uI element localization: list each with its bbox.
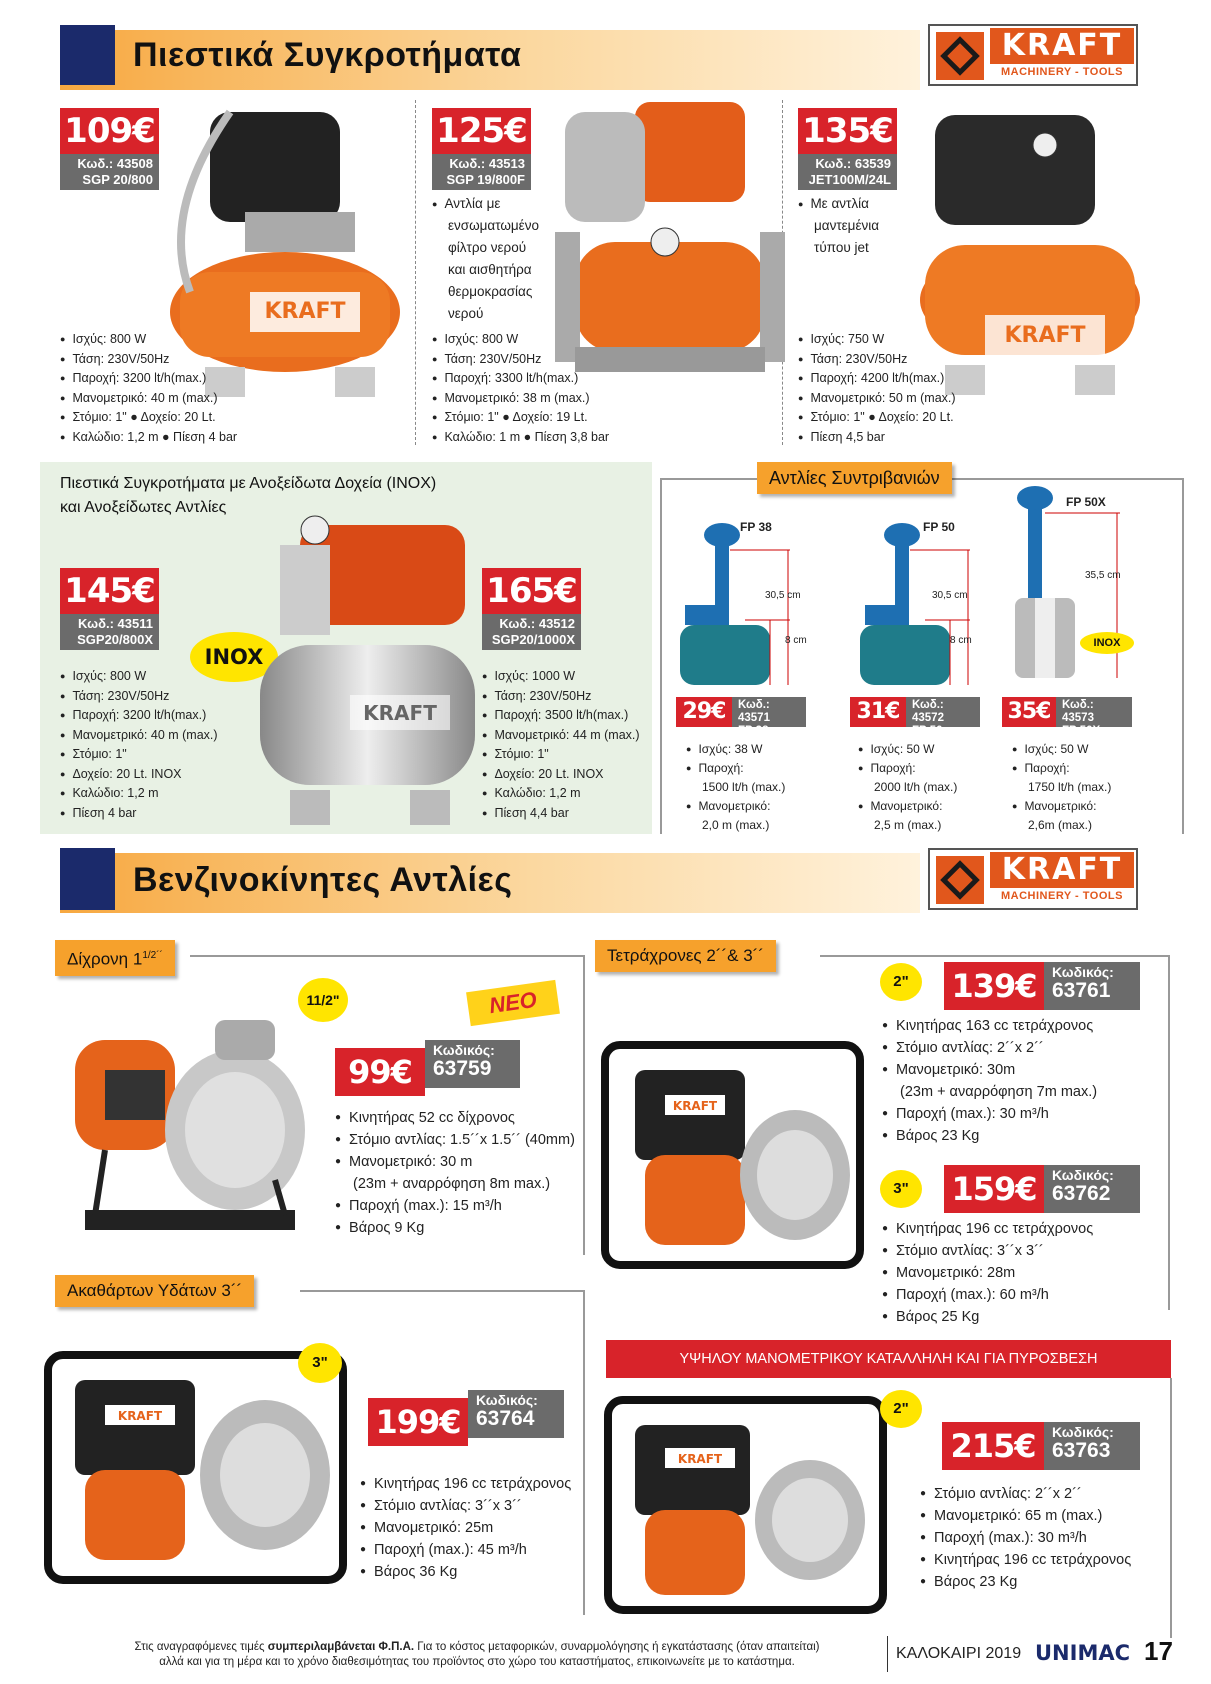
- svg-text:KRAFT: KRAFT: [264, 299, 346, 324]
- price-badge: 99€: [335, 1048, 425, 1096]
- svg-text:KRAFT: KRAFT: [677, 1452, 723, 1466]
- spec-list: ● Ισχύς: 750 W ● Τάση: 230V/50Hz ● Παροχή: 4200 lt/h(max.) ● Μανομετρικό: 50 m (max.) ● Στόμιο: 1" ● Δοχείο: 20 Lt. ● Πίεση 4,5 bar: [798, 330, 956, 447]
- product-code: Κωδ.: 43511 SGP20/800X: [60, 614, 159, 650]
- spec-list: ● Ισχύς: 1000 W ● Τάση: 230V/50Hz ● Παροχή: 3500 lt/h(max.) ● Μανομετρικό: 44 m (max.) ● Στόμιο: 1" ● Δοχείο: 20 Lt. INOX ● Καλώδιο: 1,2 m ● Πίεση 4,4 bar: [482, 667, 640, 823]
- product-code: Κωδ.: 63539 JET100M/24L: [798, 154, 897, 190]
- product-description: ● Με αντλία μαντεμένια τύπου jet: [798, 193, 879, 259]
- price-badge: 165€: [482, 568, 581, 614]
- spec-list: ● Ισχύς: 800 W ● Τάση: 230V/50Hz ● Παροχή: 3200 lt/h(max.) ● Μανομετρικό: 40 m (max.) ● Στόμιο: 1" ● Δοχείο: 20 Lt. ● Καλώδιο: 1,2 m ● Πίεση 4 bar: [60, 330, 237, 447]
- product-code: Κωδ.: 43513 SGP 19/800F: [432, 154, 531, 190]
- inox-pump-image: [250, 505, 480, 835]
- height-label: 30,5 cm: [932, 590, 968, 601]
- size-badge: 2": [880, 1390, 922, 1428]
- kraft-logo: KRAFT MACHINERY - TOOLS: [928, 848, 1138, 910]
- svg-text:KRAFT: KRAFT: [117, 1409, 163, 1423]
- price-badge: 29€: [676, 697, 732, 727]
- section-tag: Αντλίες Συντριβανιών: [757, 462, 952, 494]
- section-tag: Τετράχρονες 2´´& 3´´: [595, 940, 776, 972]
- product-code: Κωδ.: 43573 FP 50X: [1056, 697, 1132, 727]
- price-badge: 159€: [944, 1165, 1044, 1213]
- new-badge: ΝΕΟ: [466, 980, 560, 1026]
- size-badge: 11/2": [298, 978, 348, 1022]
- price-badge: 125€: [432, 108, 531, 154]
- divider: [1170, 1378, 1172, 1638]
- footer-note: Στις αναγραφόμενες τιμές συμπεριλαμβάνεται Φ.Π.Α. Για το κόστος μεταφορικών, συναρμολόγησης ή εγκατάστασης (όταν απαιτείται) αλλά και για τη μέρα και το χρόνο διαθεσιμότητας του προϊόντος στο χώρο του καταστήματος, επικοινωνείτε με το κατάστημα.: [134, 1641, 820, 1668]
- price-badge: 135€: [798, 108, 897, 154]
- svg-text:KRAFT: KRAFT: [1004, 323, 1086, 348]
- season-label: ΚΑΛΟΚΑΙΡΙ 2019: [896, 1645, 1022, 1662]
- product-code: Κωδικός: 63763: [1044, 1422, 1140, 1470]
- size-badge: 2": [880, 963, 922, 1001]
- inox-badge: INOX: [190, 632, 278, 682]
- height-label: 30,5 cm: [765, 590, 801, 601]
- page-number: 17: [1144, 1636, 1173, 1666]
- spec-list: ● Κινητήρας 196 cc τετράχρονος ● Στόμιο αντλίας: 3´´x 3´´ ● Μανομετρικό: 25m ● Παροχή (max.): 45 m³/h ● Βάρος 36 Kg: [360, 1473, 571, 1583]
- product-code: Κωδικός: 63762: [1044, 1165, 1140, 1213]
- price-badge: 199€: [368, 1398, 468, 1446]
- size-badge: 3": [880, 1170, 922, 1208]
- product-code: Κωδικός: 63761: [1044, 962, 1140, 1010]
- spec-list: ● Κινητήρας 163 cc τετράχρονος ● Στόμιο αντλίας: 2´´x 2´´ ● Μανομετρικό: 30m (23m + αναρρόφηση 7m max.) ● Παροχή (max.): 30 m³/h ● Βάρος 23 Kg: [882, 1015, 1097, 1147]
- divider: [887, 1636, 888, 1672]
- size-badge: 3": [298, 1343, 342, 1383]
- spec-list: ● Ισχύς: 800 W ● Τάση: 230V/50Hz ● Παροχή: 3200 lt/h(max.) ● Μανομετρικό: 40 m (max.) ● Στόμιο: 1" ● Δοχείο: 20 Lt. INOX ● Καλώδιο: 1,2 m ● Πίεση 4 bar: [60, 667, 218, 823]
- product-code: Κωδ.: 43512 SGP20/1000X: [482, 614, 581, 650]
- model-label: FP 50: [923, 520, 955, 534]
- price-badge: 139€: [944, 962, 1044, 1010]
- section-tag: Ακαθάρτων Υδάτων 3´´: [55, 1275, 254, 1307]
- price-badge: 35€: [1002, 697, 1056, 727]
- spec-list: ● Στόμιο αντλίας: 2´´x 2´´ ● Μανομετρικό: 65 m (max.) ● Παροχή (max.): 30 m³/h ● Κινητήρας 196 cc τετράχρονος ● Βάρος 23 Kg: [920, 1483, 1131, 1593]
- fountain-pump-image: [995, 478, 1145, 688]
- petrol-pump-image: [595, 1035, 870, 1280]
- product-code: Κωδικός: 63764: [468, 1390, 564, 1438]
- product-description: ● Αντλία με ενσωματωμένο φίλτρο νερού και αισθητήρα θερμοκρασίας νερού: [432, 193, 539, 325]
- petrol-pump-image: [40, 1345, 350, 1595]
- model-label: FP 50X: [1066, 495, 1106, 509]
- spec-list: ● Κινητήρας 196 cc τετράχρονος ● Στόμιο αντλίας: 3´´x 3´´ ● Μανομετρικό: 28m ● Παροχή (max.): 60 m³/h ● Βάρος 25 Kg: [882, 1218, 1093, 1328]
- section-tag: Δίχρονη $1^{1/2´´}$: [55, 940, 175, 976]
- section-header-square: [60, 848, 115, 910]
- product-code: Κωδ.: 43572 FP 50: [906, 697, 980, 727]
- product-code: Κωδικός: 63759: [425, 1040, 520, 1088]
- petrol-pump-image: [600, 1390, 890, 1620]
- spec-list: ● Κινητήρας 52 cc δίχρονος ● Στόμιο αντλίας: 1.5´´x 1.5´´ (40mm) ● Μανομετρικό: 30 m (23m + αναρρόφηση 8m max.) ● Παροχή (max.): 15 m³/h ● Βάρος 9 Kg: [335, 1107, 575, 1239]
- price-badge: 31€: [850, 697, 906, 727]
- price-badge: 145€: [60, 568, 159, 614]
- section-header-square: [60, 25, 115, 85]
- height-label: 35,5 cm: [1085, 570, 1121, 581]
- inox-panel-title: Πιεστικά Συγκροτήματα με Ανοξείδωτα Δοχεία (INOX) και Ανοξείδωτες Αντλίες: [60, 475, 437, 516]
- spec-list: ● Ισχύς: 50 W ● Παροχή: 1750 lt/h (max.) ● Μανομετρικό: 2,6m (max.): [1012, 740, 1111, 835]
- price-badge: 109€: [60, 108, 159, 154]
- unimac-logo: UNIMAC: [1035, 1641, 1131, 1665]
- section-title: Βενζινοκίνητες Αντλίες: [133, 861, 513, 899]
- spec-list: ● Ισχύς: 50 W ● Παροχή: 2000 lt/h (max.) ● Μανομετρικό: 2,5 m (max.): [858, 740, 957, 835]
- svg-text:KRAFT: KRAFT: [363, 701, 437, 725]
- model-label: FP 38: [740, 520, 772, 534]
- petrol-pump-image: [45, 1000, 315, 1250]
- height-label: 8 cm: [950, 635, 972, 646]
- svg-text:KRAFT: KRAFT: [672, 1099, 718, 1113]
- height-label: 8 cm: [785, 635, 807, 646]
- section-title: Πιεστικά Συγκροτήματα: [133, 36, 522, 74]
- spec-list: ● Ισχύς: 38 W ● Παροχή: 1500 lt/h (max.) ● Μανομετρικό: 2,0 m (max.): [686, 740, 785, 835]
- price-badge: 215€: [942, 1422, 1044, 1470]
- product-code: Κωδ.: 43508 SGP 20/800: [60, 154, 159, 190]
- divider: [820, 955, 1170, 957]
- spec-list: ● Ισχύς: 800 W ● Τάση: 230V/50Hz ● Παροχή: 3300 lt/h(max.) ● Μανομετρικό: 38 m (max.) ● Στόμιο: 1" ● Δοχείο: 19 Lt. ● Καλώδιο: 1 m ● Πίεση 3,8 bar: [432, 330, 609, 447]
- inox-badge: INOX: [1080, 632, 1134, 654]
- fire-banner: ΥΨΗΛΟΥ ΜΑΝΟΜΕΤΡΙΚΟΥ ΚΑΤΑΛΛΗΛΗ ΚΑΙ ΓΙΑ ΠΥΡΟΣΒΕΣΗ: [606, 1340, 1171, 1378]
- kraft-logo: KRAFT MACHINERY - TOOLS: [928, 24, 1138, 86]
- product-code: Κωδ.: 43571 FP 38: [732, 697, 806, 727]
